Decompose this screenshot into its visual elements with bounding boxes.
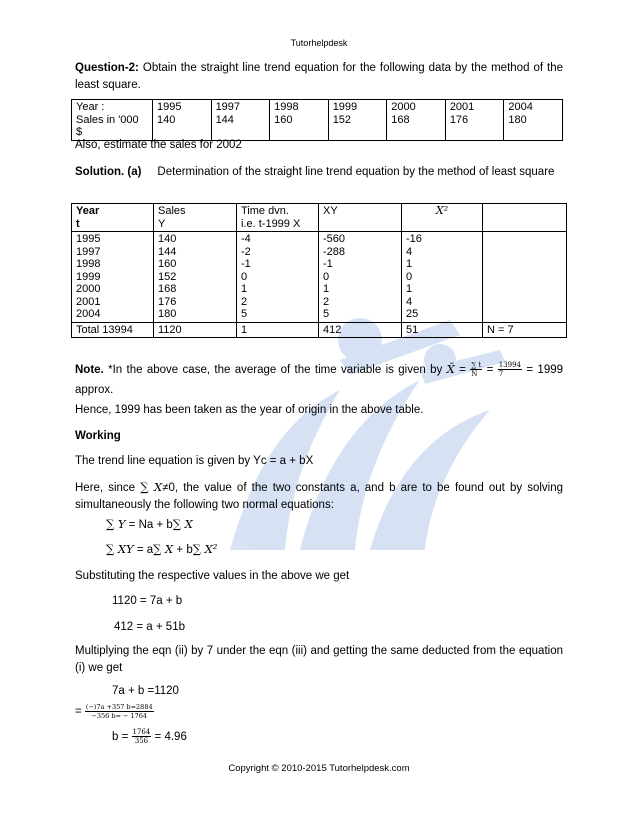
table-cell: Total 13994 bbox=[72, 322, 154, 338]
table-cell: -4 -2 -1 0 1 2 5 bbox=[237, 232, 319, 323]
solution-label: Solution. (a) bbox=[75, 166, 142, 178]
table-cell: 140 144 160 152 168 176 180 bbox=[154, 232, 237, 323]
table-cell: 1995 140 bbox=[153, 100, 212, 141]
table-cell: 1998 160 bbox=[270, 100, 329, 141]
eq-rhs: = 4.96 bbox=[154, 731, 187, 743]
trend-table bbox=[71, 203, 567, 338]
table-header-cell: Time dvn. i.e. t-1999 X bbox=[237, 204, 319, 232]
solution-text: Determination of the straight line trend equation by the method of least square bbox=[157, 166, 555, 178]
estimate-text: Also, estimate the sales for 2002 bbox=[75, 139, 242, 151]
table-cell: 1999 152 bbox=[328, 100, 387, 141]
eq-math: ∑ X² bbox=[192, 542, 218, 556]
question-text: Obtain the straight line trend equation for the following data by the method of the least square. bbox=[75, 62, 563, 91]
fraction-denominator: −356 b= − 1764 bbox=[91, 712, 148, 720]
table-cell: 1 bbox=[237, 322, 319, 338]
deduction-fraction bbox=[85, 703, 154, 720]
solution-paragraph bbox=[75, 164, 563, 181]
substituted-equation-1: 1120 = 7a + b bbox=[112, 595, 183, 607]
fraction-sum-t-over-n bbox=[470, 361, 482, 378]
table-header-row bbox=[72, 204, 567, 232]
table-header-cell: X² bbox=[402, 204, 483, 232]
fraction-denominator: N bbox=[471, 370, 478, 379]
equals-sign: = bbox=[75, 705, 82, 718]
here-since-paragraph bbox=[75, 479, 563, 514]
x-bar-symbol: X̄ bbox=[446, 362, 455, 376]
fraction-1764-over-356 bbox=[132, 728, 152, 745]
fraction-numerator: 13994 bbox=[498, 361, 521, 370]
substituting-text: Substituting the respective values in the above we get bbox=[75, 570, 350, 582]
sales-table bbox=[71, 99, 563, 141]
fraction-denominator: 356 bbox=[134, 737, 149, 746]
normal-equation-2 bbox=[106, 541, 506, 559]
eq-lhs: ∑ Y bbox=[106, 517, 126, 531]
multiplying-paragraph: Multiplying the eqn (ii) by 7 under the eqn (iii) and getting the same deducted from the equation (i) we get bbox=[75, 645, 563, 674]
table-cell: 51 bbox=[402, 322, 483, 338]
page-header: Tutorhelpdesk bbox=[290, 38, 348, 48]
note-paragraph bbox=[75, 359, 563, 400]
eq-rhs: = Na + b bbox=[125, 519, 173, 531]
table-cell bbox=[483, 232, 567, 323]
fraction-13994-over-7 bbox=[498, 361, 522, 378]
table-header-cell: Year t bbox=[72, 204, 154, 232]
equation-7a-b: 7a + b =1120 bbox=[112, 685, 179, 697]
here-since-text-rest: ≠0, the value of the two constants a, and b are to be found out by solving simultaneously the following two normal equations: bbox=[75, 482, 563, 511]
fraction-numerator: 1764 bbox=[132, 728, 151, 737]
working-heading: Working bbox=[75, 430, 121, 442]
normal-equation-1 bbox=[106, 516, 506, 534]
table-total-row bbox=[72, 322, 567, 338]
table-cell: -560 -288 -1 0 1 2 5 bbox=[319, 232, 402, 323]
table-cell: Year : Sales in '000 $ bbox=[72, 100, 153, 141]
eq-math: ∑ X bbox=[153, 542, 174, 556]
note-label: Note. bbox=[75, 364, 104, 376]
fraction-denominator: 7 bbox=[498, 370, 504, 379]
trend-line-text: The trend line equation is given by Yc = a + bX bbox=[75, 455, 314, 467]
question-label: Question-2: bbox=[75, 62, 139, 74]
here-since-text: Here, since bbox=[75, 482, 136, 494]
table-header-cell bbox=[483, 204, 567, 232]
table-row bbox=[72, 100, 563, 141]
note-text-after: 1999 approx. bbox=[75, 364, 564, 396]
table-row bbox=[72, 232, 567, 323]
substituted-equation-2: 412 = a + 51b bbox=[114, 621, 185, 633]
eq-rhs: = a bbox=[133, 544, 154, 556]
table-cell: -16 4 1 0 1 4 25 bbox=[402, 232, 483, 323]
note-text: *In the above case, the average of the time variable is given by bbox=[108, 364, 443, 376]
table-cell: N = 7 bbox=[483, 322, 567, 338]
table-cell: 2001 176 bbox=[445, 100, 504, 141]
table-cell: 1997 144 bbox=[211, 100, 270, 141]
equals-sign: = bbox=[526, 364, 534, 376]
equals-sign: = bbox=[486, 364, 494, 376]
question-paragraph bbox=[75, 60, 563, 94]
b-value-equation bbox=[112, 726, 412, 748]
eq-lhs: b = bbox=[112, 731, 129, 743]
fraction-numerator: (−)7a +357 b=2884 bbox=[85, 703, 153, 711]
eq-rhs: + b bbox=[173, 544, 193, 556]
eq-math: ∑ X bbox=[172, 517, 193, 531]
deduction-step bbox=[75, 703, 375, 721]
table-cell: 2004 180 bbox=[504, 100, 563, 141]
table-header-cell: XY bbox=[319, 204, 402, 232]
table-cell: 1120 bbox=[154, 322, 237, 338]
table-cell: 412 bbox=[319, 322, 402, 338]
table-cell: 2000 168 bbox=[387, 100, 446, 141]
eq-lhs: ∑ XY bbox=[106, 542, 134, 556]
fraction-numerator: ∑ t bbox=[471, 361, 482, 370]
table-header-cell: Sales Y bbox=[154, 204, 237, 232]
page-footer: Copyright © 2010-2015 Tutorhelpdesk.com bbox=[228, 763, 410, 774]
origin-text: Hence, 1999 has been taken as the year of origin in the above table. bbox=[75, 404, 424, 416]
sum-x-symbol: ∑ X bbox=[140, 480, 163, 494]
equals-sign: = bbox=[459, 364, 466, 376]
table-cell: 1995 1997 1998 1999 2000 2001 2004 bbox=[72, 232, 154, 323]
